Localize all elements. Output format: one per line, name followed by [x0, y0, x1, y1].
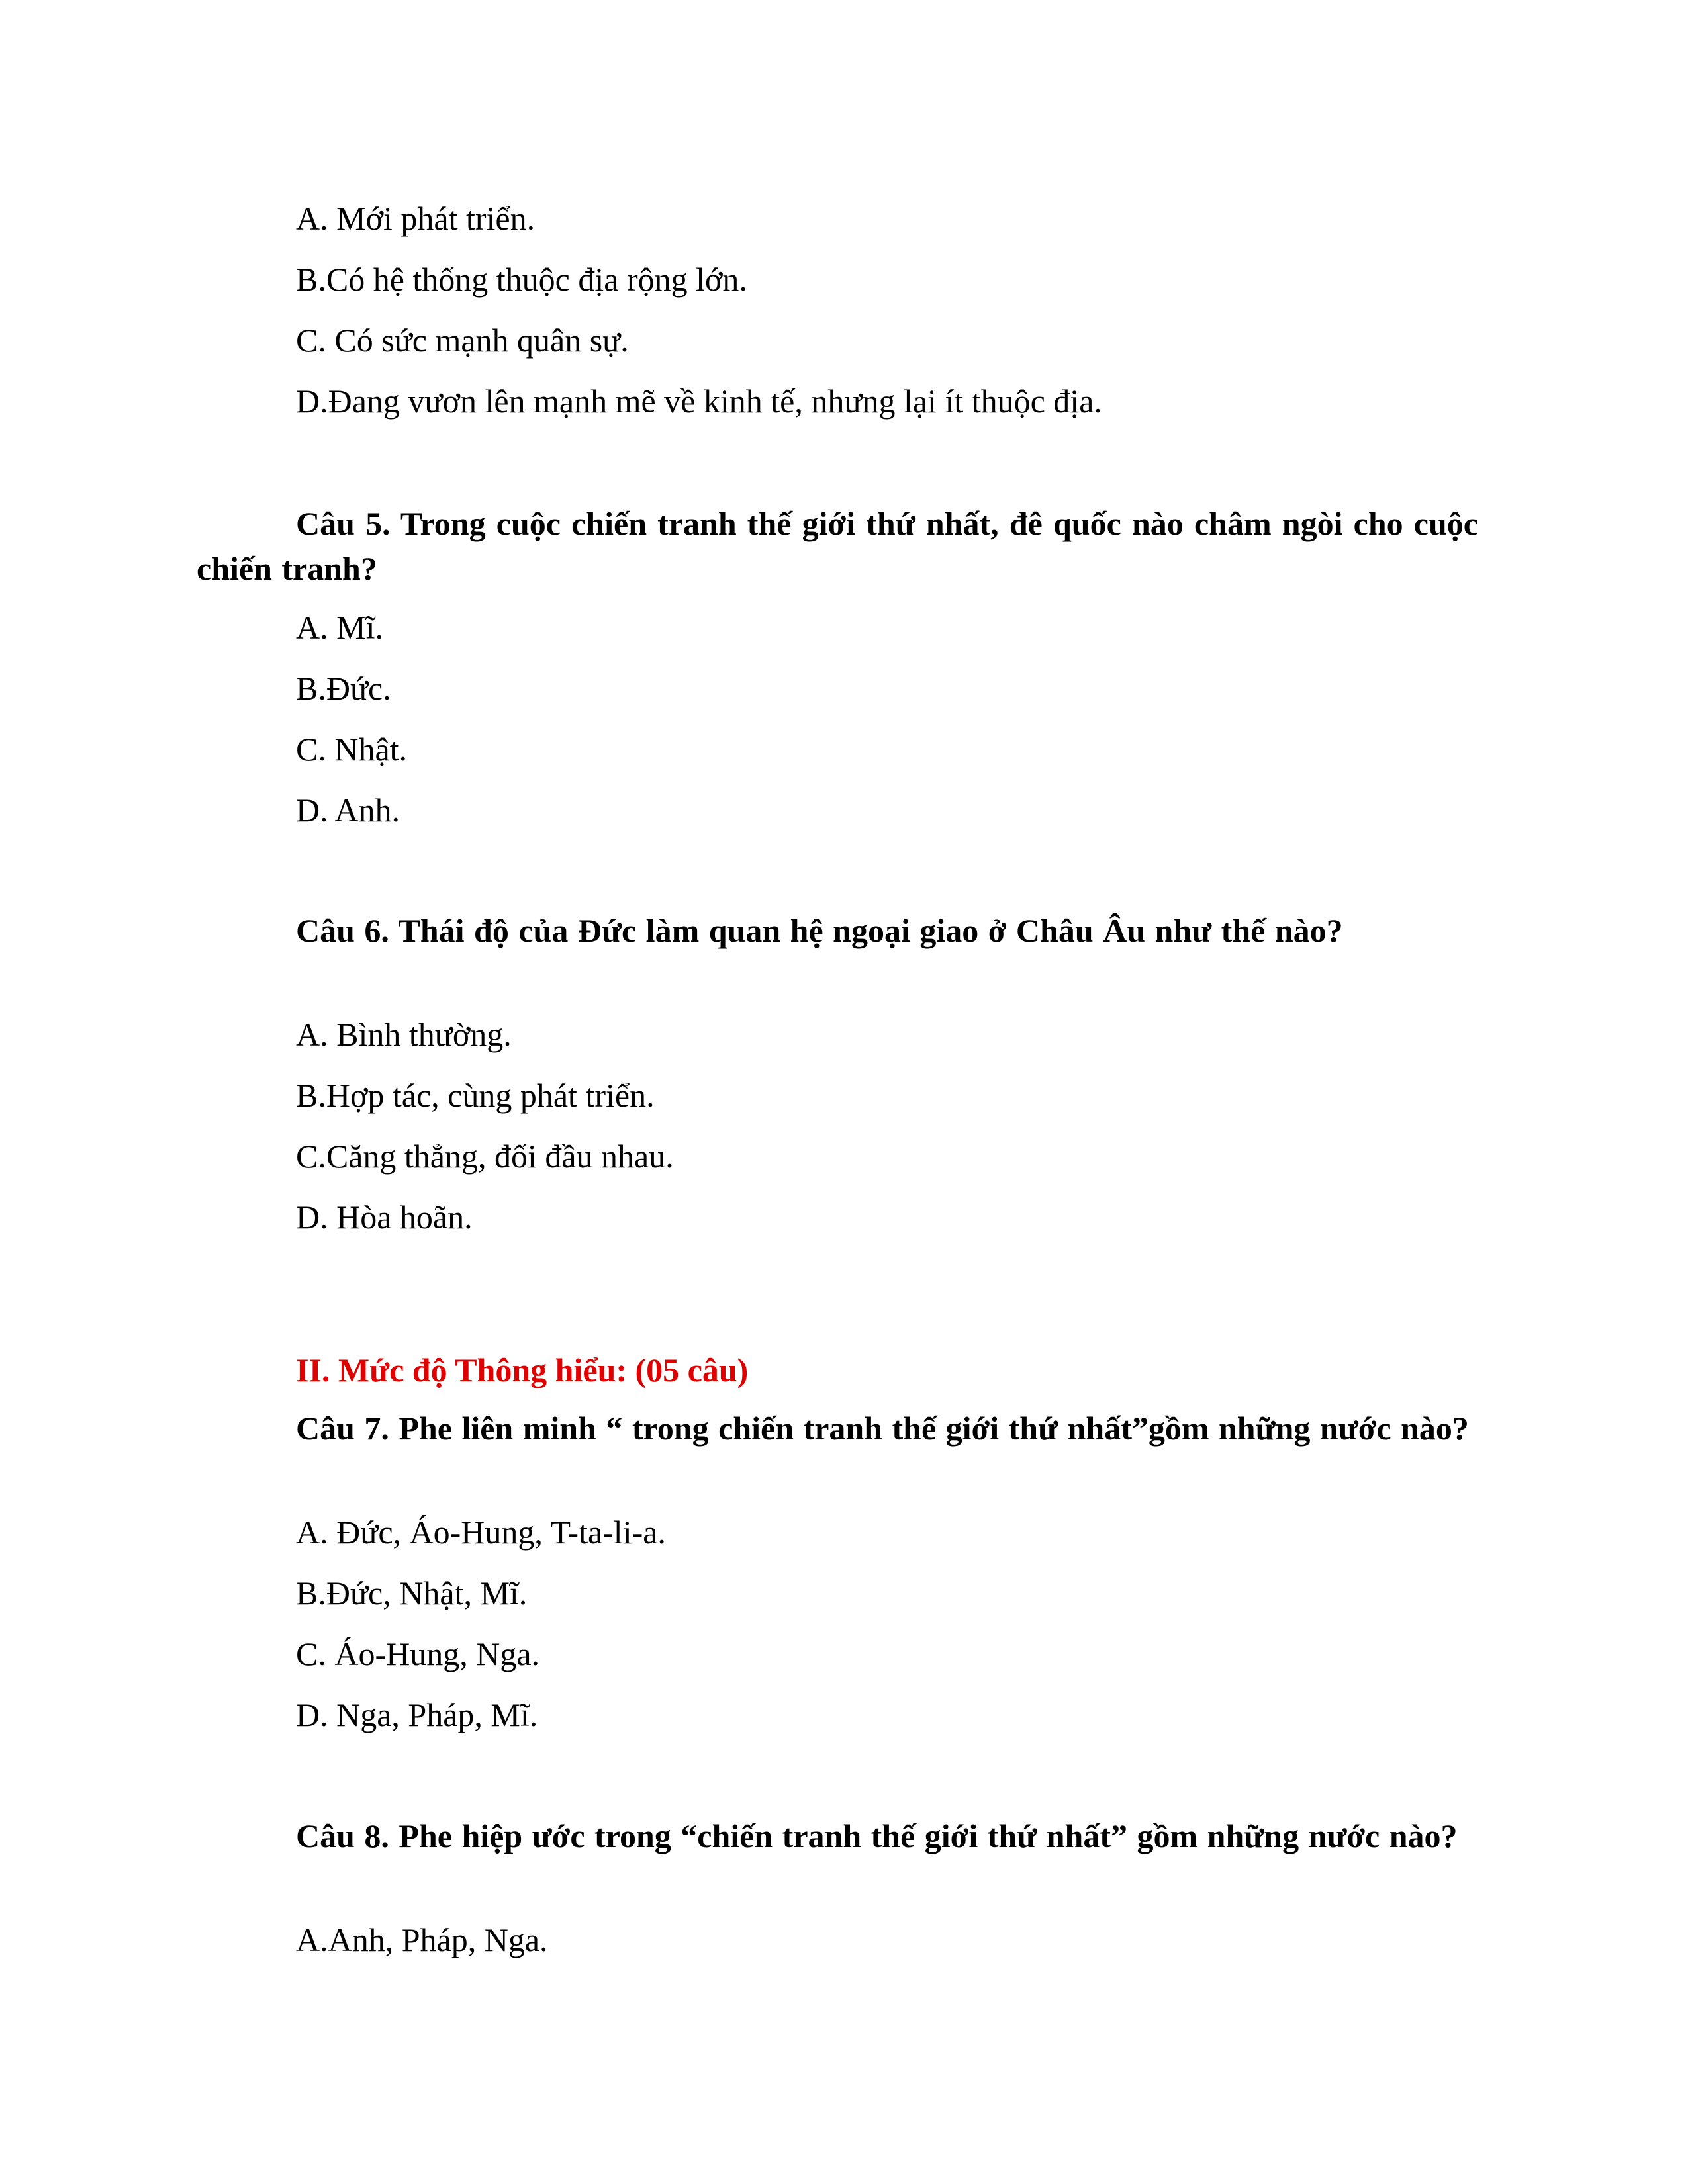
section-heading: II. Mức độ Thông hiểu: (05 câu)	[296, 1351, 749, 1388]
q7-option-c: C. Áo-Hung, Nga.	[296, 1635, 540, 1672]
question-7-text: Câu 7. Phe liên minh “ trong chiến tranh thế giới thứ nhất”gồm những nước nào?	[296, 1410, 1469, 1447]
q6-option-d: D. Hòa hoãn.	[296, 1199, 473, 1236]
q7-option-d: D. Nga, Pháp, Mĩ.	[296, 1696, 538, 1733]
q6-option-b: B.Hợp tác, cùng phát triển.	[296, 1077, 655, 1114]
prev-option-a: A. Mới phát triển.	[296, 200, 536, 237]
q5-option-d: D. Anh.	[296, 792, 400, 829]
question-5-text: Câu 5. Trong cuộc chiến tranh thế giới thứ nhất, đê quốc nào châm ngòi cho cuộc chiến tranh?	[197, 505, 1478, 587]
q5-option-b: B.Đức.	[296, 670, 391, 707]
q7-option-a: A. Đức, Áo-Hung, T-ta-li-a.	[296, 1514, 666, 1551]
q6-option-a: A. Bình thường.	[296, 1016, 512, 1053]
question-6-text: Câu 6. Thái độ của Đức làm quan hệ ngoại giao ở Châu Âu như thế nào?	[296, 912, 1343, 949]
question-8-text: Câu 8. Phe hiệp ước trong “chiến tranh thế giới thứ nhất” gồm những nước nào?	[296, 1817, 1458, 1854]
q6-option-c: C.Căng thẳng, đối đầu nhau.	[296, 1138, 674, 1175]
q5-option-a: A. Mĩ.	[296, 609, 383, 646]
prev-option-b: B.Có hệ thống thuộc địa rộng lớn.	[296, 261, 747, 298]
prev-option-d: D.Đang vươn lên mạnh mẽ về kinh tế, nhưng lại ít thuộc địa.	[296, 383, 1102, 420]
prev-option-c: C. Có sức mạnh quân sự.	[296, 322, 629, 359]
q7-option-b: B.Đức, Nhật, Mĩ.	[296, 1574, 528, 1612]
q8-option-a: A.Anh, Pháp, Nga.	[296, 1921, 548, 1958]
q5-option-c: C. Nhật.	[296, 731, 408, 768]
